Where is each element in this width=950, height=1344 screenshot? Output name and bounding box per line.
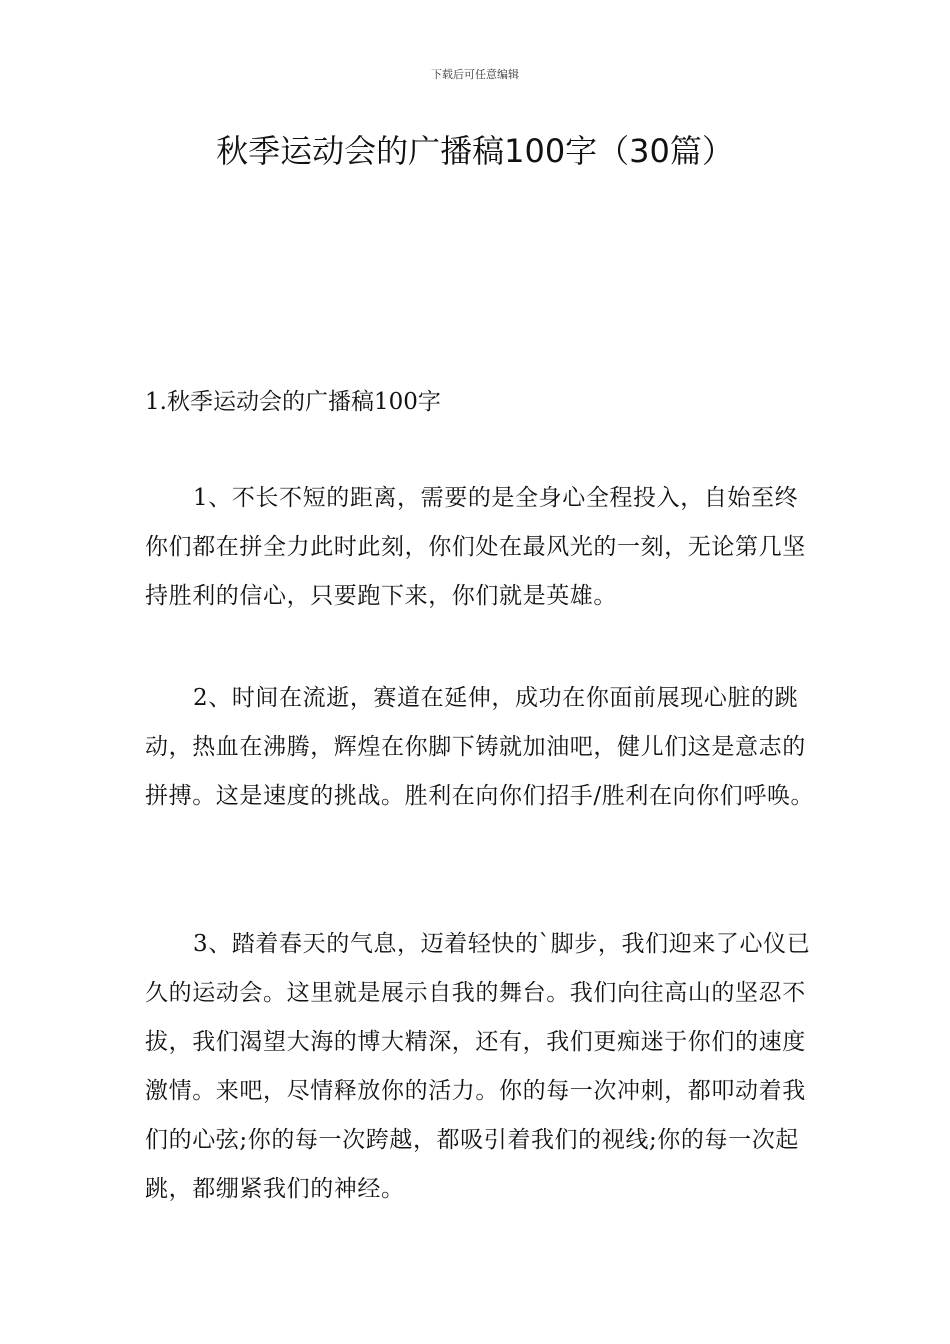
paragraph-1: 1、不长不短的距离，需要的是全身心全程投入，自始至终你们都在拼全力此时此刻，你们处在最风光的一刻，无论第几坚持胜利的信心，只要跑下来，你们就是英雄。 — [145, 485, 806, 609]
header-note: 下载后可任意编辑 — [431, 68, 519, 81]
paragraph-2: 2、时间在流逝，赛道在延伸，成功在你面前展现心脏的跳动，热血在沸腾，辉煌在你脚下铸就加油吧，健儿们这是意志的拼搏。这是速度的挑战。胜利在向你们招手/胜利在向你们呼唤。 — [145, 685, 815, 809]
section-heading: 1.秋季运动会的广播稿100字 — [145, 389, 441, 415]
paragraph-3: 3、踏着春天的气息，迈着轻快的`脚步，我们迎来了心仪已久的运动会。这里就是展示自我的舞台。我们向往高山的坚忍不拔，我们渴望大海的博大精深，还有，我们更痴迷于你们的速度激情。来吧，尽情释放你的活力。你的每一次冲刺，都叩动着我们的心弦;你的每一次跨越，都吸引着我们的视线;你的每一次起跳，都绷紧我们的神经。 — [145, 931, 811, 1202]
document-title: 秋季运动会的广播稿100字（30篇） — [216, 132, 734, 170]
